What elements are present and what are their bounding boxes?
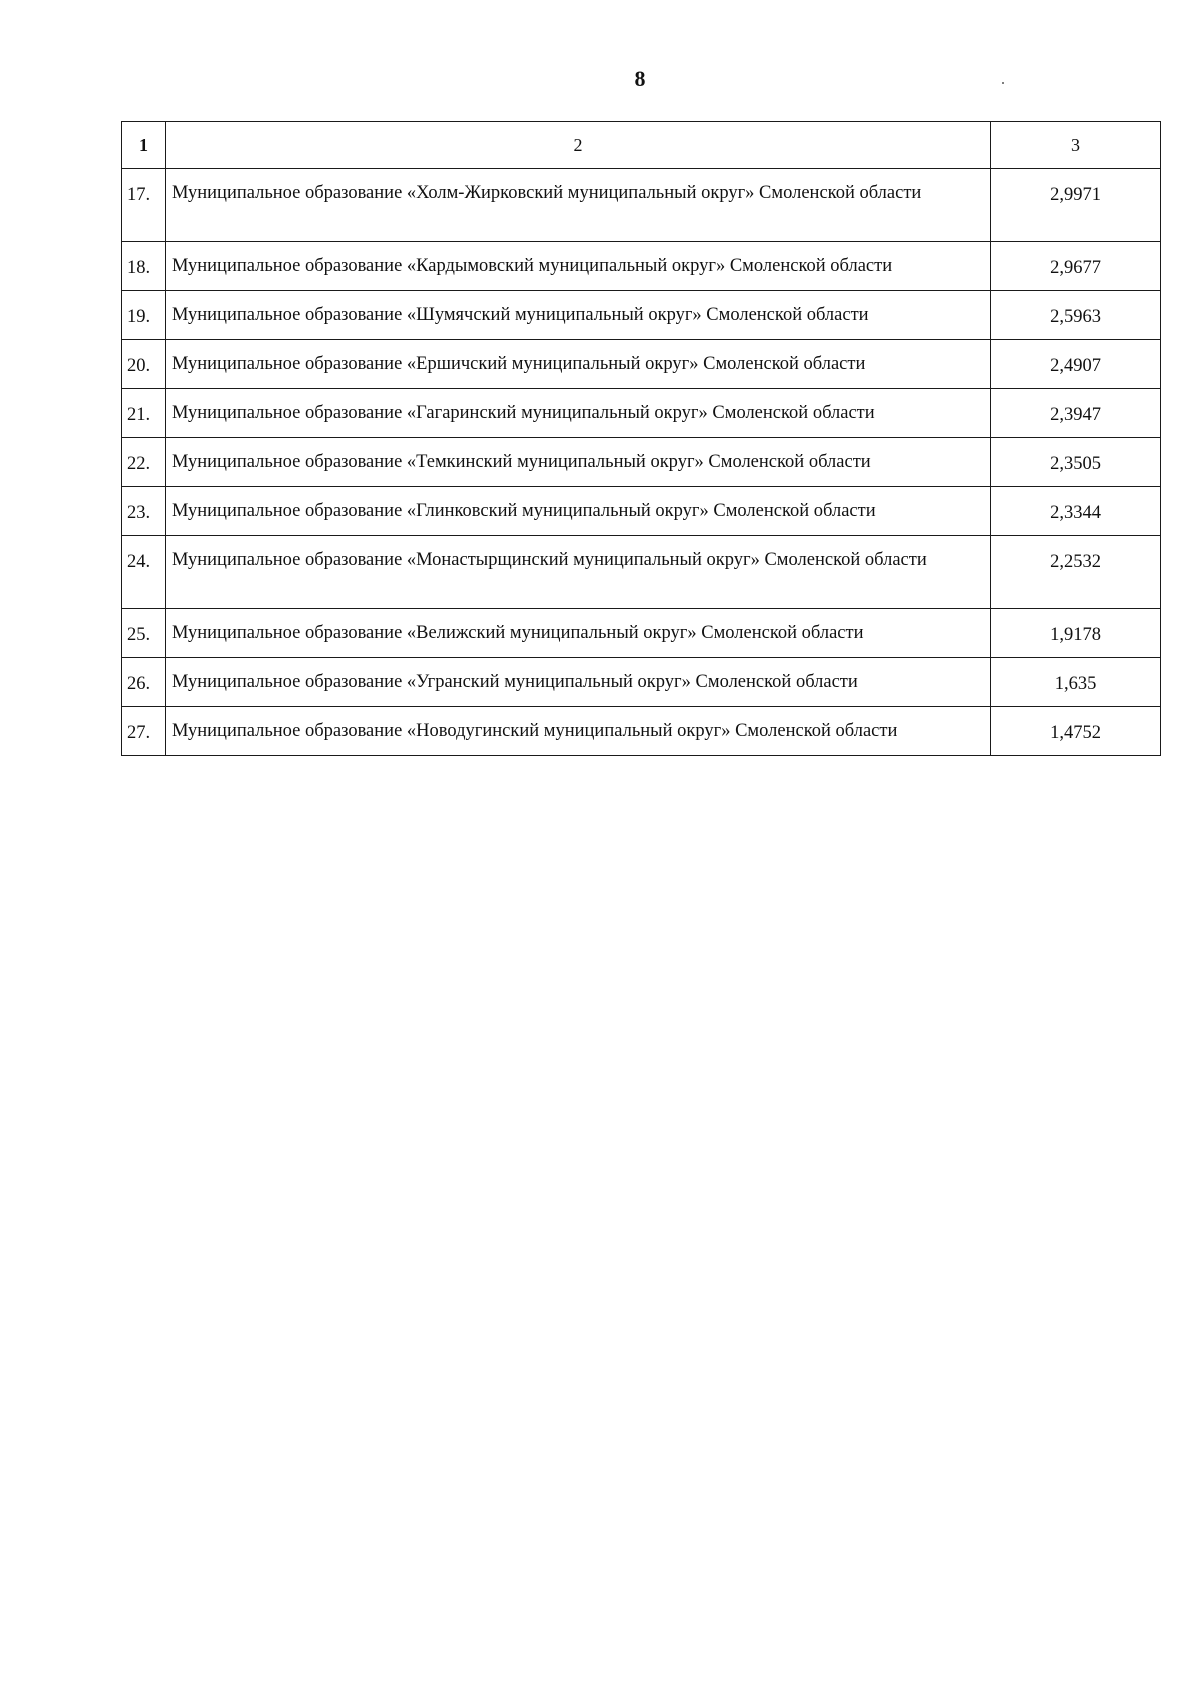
municipality-name: Муниципальное образование «Угранский муниципальный округ» Смоленской области	[166, 658, 991, 707]
row-number: 19.	[122, 291, 166, 340]
row-value: 2,3505	[991, 438, 1161, 487]
table-row	[122, 169, 1161, 242]
municipality-name: Муниципальное образование «Глинковский муниципальный округ» Смоленской области	[166, 487, 991, 536]
row-value: 1,635	[991, 658, 1161, 707]
table-row	[122, 291, 1161, 340]
row-number: 23.	[122, 487, 166, 536]
table-row	[122, 609, 1161, 658]
column-header-1: 1	[122, 122, 166, 169]
municipality-name: Муниципальное образование «Кардымовский муниципальный округ» Смоленской области	[166, 242, 991, 291]
table-row	[122, 658, 1161, 707]
municipality-name: Муниципальное образование «Монастырщинский муниципальный округ» Смоленской области	[166, 536, 991, 609]
table-row	[122, 438, 1161, 487]
table-row	[122, 487, 1161, 536]
row-number: 20.	[122, 340, 166, 389]
row-value: 2,4907	[991, 340, 1161, 389]
table-row	[122, 340, 1161, 389]
row-number: 25.	[122, 609, 166, 658]
scan-speck	[1002, 82, 1004, 84]
table-row	[122, 389, 1161, 438]
table-row	[122, 707, 1161, 756]
row-value: 2,9677	[991, 242, 1161, 291]
municipality-name: Муниципальное образование «Новодугинский муниципальный округ» Смоленской области	[166, 707, 991, 756]
row-value: 1,9178	[991, 609, 1161, 658]
municipality-name: Муниципальное образование «Гагаринский муниципальный округ» Смоленской области	[166, 389, 991, 438]
row-number: 18.	[122, 242, 166, 291]
municipality-name: Муниципальное образование «Холм-Жирковский муниципальный округ» Смоленской области	[166, 169, 991, 242]
row-value: 2,3344	[991, 487, 1161, 536]
page-number: 8	[634, 66, 646, 91]
municipality-name: Муниципальное образование «Велижский муниципальный округ» Смоленской области	[166, 609, 991, 658]
table-header-row	[122, 122, 1161, 169]
row-number: 21.	[122, 389, 166, 438]
row-number: 17.	[122, 169, 166, 242]
row-number: 22.	[122, 438, 166, 487]
municipality-name: Муниципальное образование «Шумячский муниципальный округ» Смоленской области	[166, 291, 991, 340]
municipality-name: Муниципальное образование «Ершичский муниципальный округ» Смоленской области	[166, 340, 991, 389]
row-value: 2,3947	[991, 389, 1161, 438]
table-row	[122, 536, 1161, 609]
table-row	[122, 242, 1161, 291]
row-value: 1,4752	[991, 707, 1161, 756]
column-header-3: 3	[991, 122, 1161, 169]
column-header-2: 2	[166, 122, 991, 169]
row-number: 26.	[122, 658, 166, 707]
row-value: 2,2532	[991, 536, 1161, 609]
municipality-name: Муниципальное образование «Темкинский муниципальный округ» Смоленской области	[166, 438, 991, 487]
row-value: 2,5963	[991, 291, 1161, 340]
row-number: 27.	[122, 707, 166, 756]
row-value: 2,9971	[991, 169, 1161, 242]
municipality-table	[121, 121, 1161, 756]
row-number: 24.	[122, 536, 166, 609]
